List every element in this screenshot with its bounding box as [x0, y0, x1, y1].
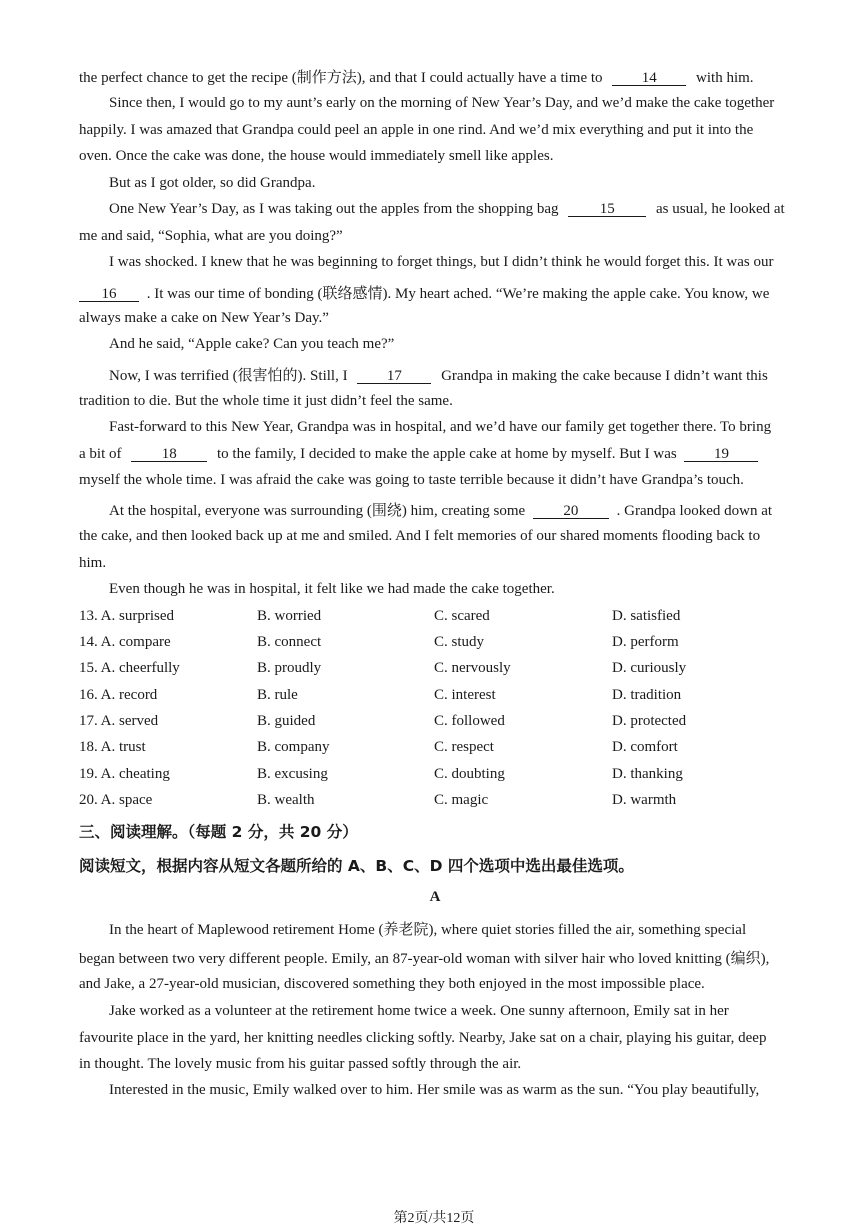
passage-line: In the heart of Maplewood retirement Home (养老院), where quiet stories filled the air, something special [109, 922, 747, 938]
text: One New Year’s Day, as I was taking out the apples from the shopping bag [109, 201, 559, 217]
text: to the family, I decided to make the apple cake at home by myself. But I was [217, 446, 677, 462]
passage-line: But as I got older, so did Grandpa. [109, 175, 316, 191]
passage-line: tradition to die. But the whole time it just didn’t feel the same. [79, 393, 453, 409]
option: C. doubting [434, 766, 505, 782]
option: C. interest [434, 687, 496, 703]
passage-line: happily. I was amazed that Grandpa could peel an apple in one rind. And we’d mix everything and put it into the [79, 122, 754, 138]
passage-line: Jake worked as a volunteer at the retirement home twice a week. One sunny afternoon, Emily sat in her [109, 1003, 729, 1019]
passage-line: me and said, “Sophia, what are you doing?” [79, 228, 343, 244]
option: 14. A. compare [79, 634, 171, 650]
text: Now, I was terrified (很害怕的). Still, I [109, 368, 348, 384]
option: B. proudly [257, 660, 322, 676]
passage-line: the cake, and then looked back up at me and smiled. And I felt memories of our shared moments flooding back to [79, 528, 761, 544]
blank-19: 19 [684, 447, 758, 462]
blank-16: 16 [79, 287, 139, 302]
text: At the hospital, everyone was surrounding (围绕) him, creating some [109, 503, 526, 519]
option: 17. A. served [79, 713, 159, 729]
passage-line: oven. Once the cake was done, the house would immediately smell like apples. [79, 148, 554, 164]
blank-14: 14 [612, 71, 686, 86]
passage-line: Fast-forward to this New Year, Grandpa was in hospital, and we’d have our family get together there. To bring [109, 419, 772, 435]
section-heading: 三、阅读理解。（每题 2 分，共 20 分） [79, 823, 358, 841]
passage-line: began between two very different people. Emily, an 87-year-old woman with silver hair who loved knitting (编织), [79, 951, 770, 967]
option: B. rule [257, 687, 298, 703]
option: C. study [434, 634, 485, 650]
blank-17: 17 [357, 369, 431, 384]
blank-20: 20 [533, 504, 609, 519]
passage-line: Interested in the music, Emily walked over to him. Her smile was as warm as the sun. “You play beautifully, [109, 1082, 760, 1098]
passage-line: And he said, “Apple cake? Can you teach me?” [109, 336, 395, 352]
passage-line: in thought. The lovely music from his guitar passed softly through the air. [79, 1056, 522, 1072]
passage-line: myself the whole time. I was afraid the cake was going to taste terrible because it didn’t have Grandpa’s touch. [79, 472, 744, 488]
text: . Grandpa looked down at [616, 503, 773, 519]
passage-line [79, 201, 785, 218]
text: as usual, he looked at [656, 201, 785, 217]
option: D. satisfied [612, 608, 681, 624]
part-label: A [429, 889, 441, 905]
text: a bit of [79, 446, 122, 462]
option: 19. A. cheating [79, 766, 170, 782]
option: 18. A. trust [79, 739, 146, 755]
option: B. guided [257, 713, 316, 729]
option: C. scared [434, 608, 490, 624]
blank-15: 15 [568, 202, 646, 217]
option: B. company [257, 739, 330, 755]
option: D. tradition [612, 687, 682, 703]
passage-line: him. [79, 555, 107, 571]
text: . It was our time of bonding (联络感情). My heart ached. “We’re making the apple cake. You know, we [146, 286, 770, 302]
option: D. comfort [612, 739, 678, 755]
option: 15. A. cheerfully [79, 660, 180, 676]
text: with him. [696, 70, 754, 86]
option: B. excusing [257, 766, 328, 782]
passage-line [79, 364, 768, 385]
text: the perfect chance to get the recipe (制作方法), and that I could actually have a time to [79, 70, 603, 86]
option: 16. A. record [79, 687, 158, 703]
text: Grandpa in making the cake because I didn’t want this [441, 368, 768, 384]
option: D. protected [612, 713, 687, 729]
option: B. connect [257, 634, 322, 650]
blank-18: 18 [131, 447, 207, 462]
section-instruction: 阅读短文，根据内容从短文各题所给的 A、B、C、D 四个选项中选出最佳选项。 [79, 857, 634, 875]
passage-line [79, 282, 769, 303]
option: D. thanking [612, 766, 683, 782]
option: C. respect [434, 739, 494, 755]
option: C. nervously [434, 660, 511, 676]
passage-line [79, 66, 754, 87]
passage-line [79, 446, 758, 463]
option: 13. A. surprised [79, 608, 174, 624]
passage-line: Since then, I would go to my aunt’s early on the morning of New Year’s Day, and we’d make the cake together [109, 95, 775, 111]
passage-line: always make a cake on New Year’s Day.” [79, 310, 329, 326]
option: D. warmth [612, 792, 677, 808]
passage-line: I was shocked. I knew that he was beginning to forget things, but I didn’t think he would forget this. It was our [109, 254, 774, 270]
option: C. magic [434, 792, 489, 808]
passage-line: and Jake, a 27-year-old musician, discovered something they both enjoyed in the most impossible place. [79, 976, 705, 992]
option: D. curiously [612, 660, 687, 676]
option: B. wealth [257, 792, 315, 808]
passage-line: Even though he was in hospital, it felt like we had made the cake together. [109, 581, 555, 597]
page-number: 第2页/共12页 [393, 1211, 475, 1226]
option: C. followed [434, 713, 505, 729]
passage-line: favourite place in the yard, her knitting needles clicking softly. Nearby, Jake sat on a chair, playing his guitar, deep [79, 1030, 767, 1046]
option: D. perform [612, 634, 679, 650]
option: 20. A. space [79, 792, 153, 808]
option: B. worried [257, 608, 322, 624]
passage-line [79, 499, 772, 520]
